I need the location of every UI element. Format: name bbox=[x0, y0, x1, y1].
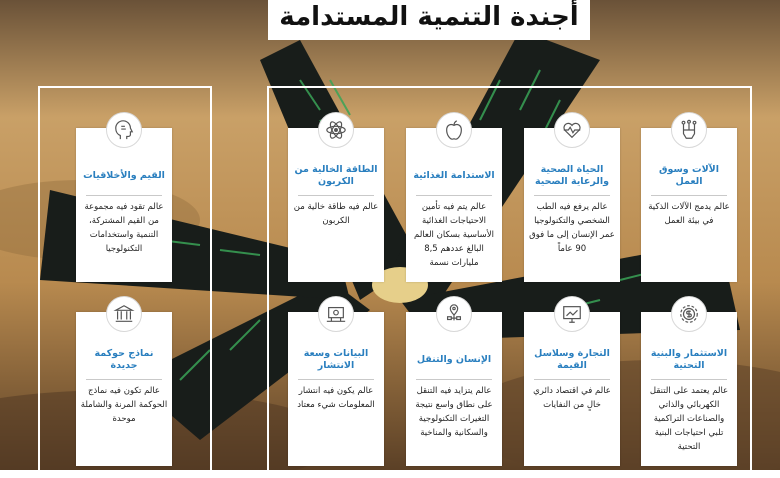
divider bbox=[534, 379, 610, 380]
card-text: عالم يتزايد فيه التنقل على نطاق واسع نتيجة التغيرات التكنولوجية والسكانية والمناخية bbox=[415, 386, 493, 438]
card-machines-work bbox=[641, 128, 737, 282]
page-title-box bbox=[268, 0, 590, 40]
card-title: الإنسان والتنقل bbox=[416, 354, 492, 365]
card-text: عالم يدمج الآلات الذكية في بيئة العمل bbox=[648, 202, 730, 226]
card-title: الآلات وسوق العمل bbox=[659, 164, 719, 187]
card-text: عالم تقود فيه مجموعة من القيم المشتركة، التنمية واستخدامات التكنولوجيا bbox=[84, 202, 164, 254]
card-title: الحياة الصحية والرعاية الصحية bbox=[534, 164, 609, 187]
divider bbox=[416, 195, 492, 196]
card-data bbox=[288, 312, 384, 466]
divider bbox=[651, 379, 727, 380]
divider bbox=[86, 195, 162, 196]
chart-screen-icon bbox=[554, 296, 590, 332]
card-text: عالم في اقتصاد دائري خالٍ من النفايات bbox=[533, 386, 611, 410]
card-title: الاستدامة الغذائية bbox=[413, 170, 495, 181]
card-title: التجارة وسلاسل القيمة bbox=[534, 348, 610, 371]
card-text: عالم يرفع فيه الطب الشخصي والتكنولوجيا عمر الإنسان إلى ما فوق 90 عاماً bbox=[529, 202, 615, 254]
card-trade bbox=[524, 312, 620, 466]
card-food bbox=[406, 128, 502, 282]
card-carbon-free bbox=[288, 128, 384, 282]
data-network-icon bbox=[318, 296, 354, 332]
card-text: عالم يتم فيه تأمين الاحتياجات الغذائية الأساسية بسكان العالم البالغ عددهم 8,5 مليارات نسمة bbox=[414, 202, 494, 268]
card-text: عالم فيه طاقة خالية من الكربون bbox=[293, 202, 379, 226]
robot-hand-icon bbox=[671, 112, 707, 148]
institution-icon bbox=[106, 296, 142, 332]
card-text: عالم يعتمد على التنقل الكهربائي والذاتي والصناعات التراكمية تلبي احتياجات البنية التحتية bbox=[649, 386, 729, 452]
card-values-ethics bbox=[76, 128, 172, 282]
card-investment bbox=[641, 312, 737, 466]
card-text: عالم يكون فيه انتشار المعلومات شيء معتاد bbox=[297, 386, 375, 410]
brain-head-icon bbox=[106, 112, 142, 148]
atom-icon bbox=[318, 112, 354, 148]
card-title: الاستثمار والبنية التحتية bbox=[650, 348, 728, 371]
divider bbox=[651, 195, 727, 196]
card-title: البيانات وسعة الانتشار bbox=[303, 348, 369, 371]
divider bbox=[534, 195, 610, 196]
card-mobility bbox=[406, 312, 502, 466]
card-health bbox=[524, 128, 620, 282]
heartbeat-icon bbox=[554, 112, 590, 148]
divider bbox=[298, 379, 374, 380]
divider bbox=[298, 195, 374, 196]
card-title: القيم والأخلاقيات bbox=[83, 170, 165, 181]
card-text: عالم تكون فيه نماذج الحوكمة المرنة والشاملة موحدة bbox=[80, 386, 168, 424]
divider bbox=[416, 379, 492, 380]
card-governance bbox=[76, 312, 172, 466]
location-map-icon bbox=[436, 296, 472, 332]
card-title: نماذج حوكمة جديدة bbox=[94, 348, 154, 371]
page-title: أجندة التنمية المستدامة bbox=[279, 2, 579, 32]
card-title: الطاقة الخالية من الكربون bbox=[294, 164, 378, 187]
money-gear-icon bbox=[671, 296, 707, 332]
divider bbox=[86, 379, 162, 380]
apple-icon bbox=[436, 112, 472, 148]
